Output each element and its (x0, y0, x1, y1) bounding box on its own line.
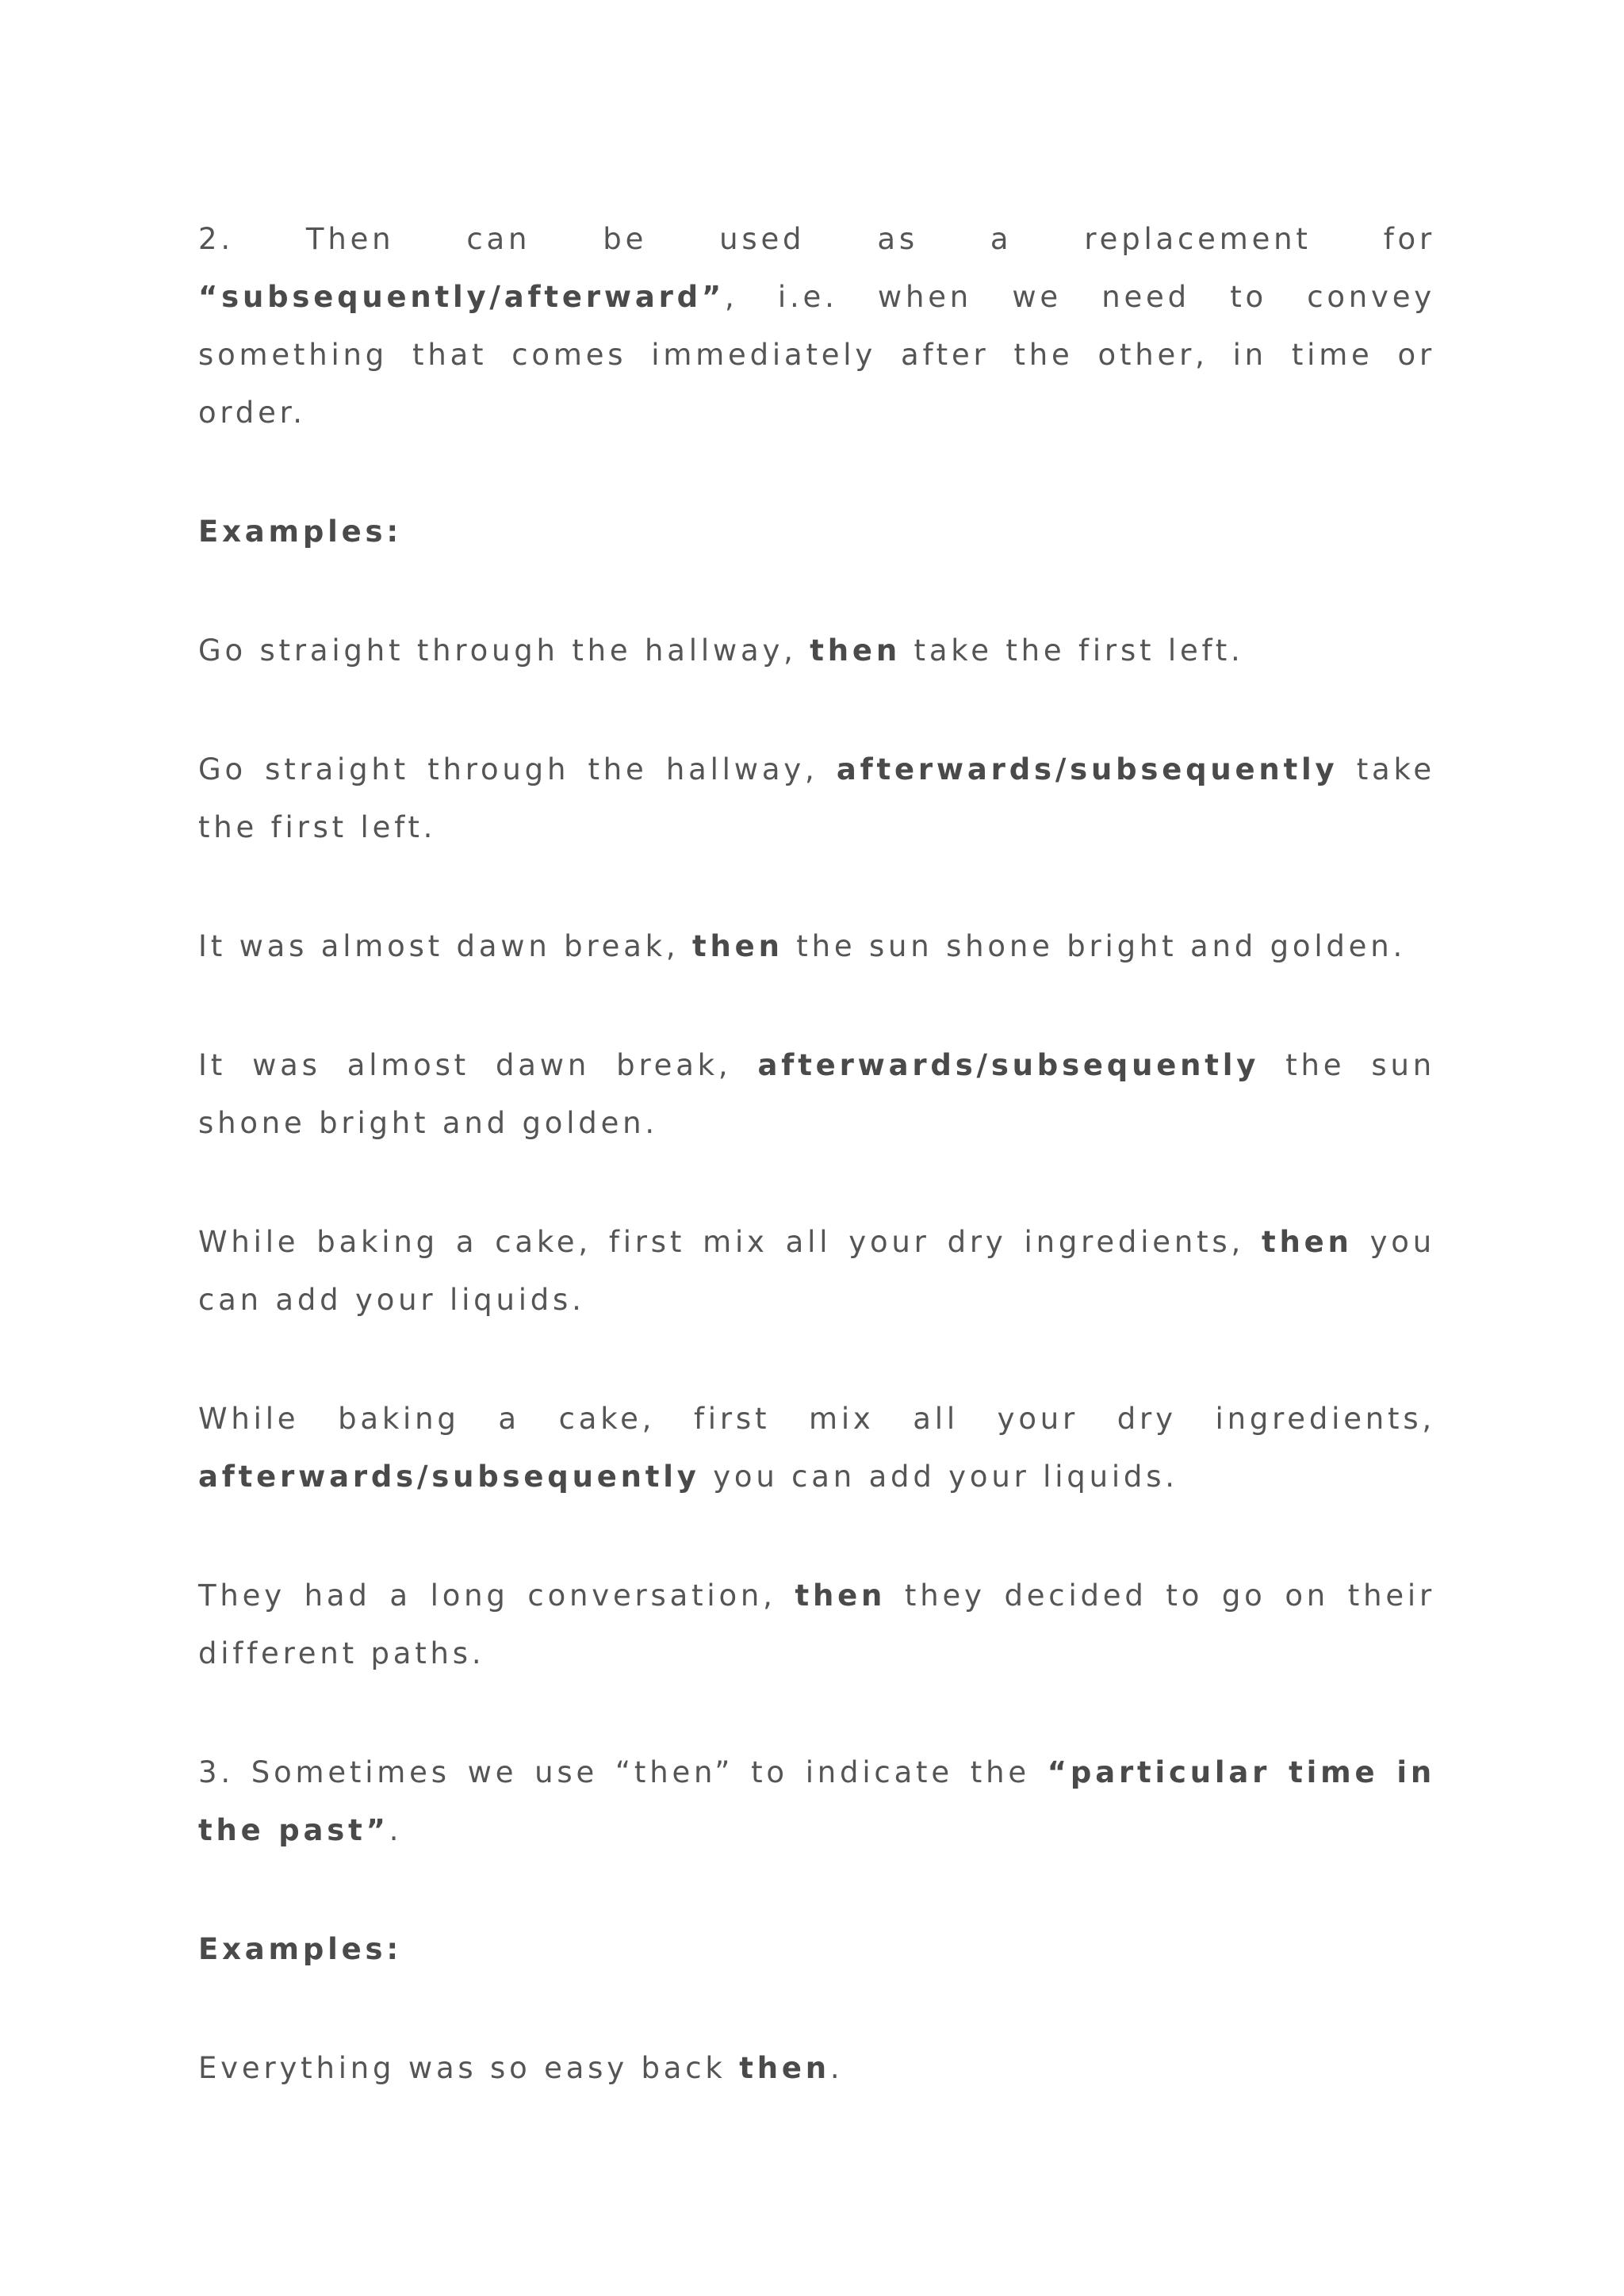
example-text: you can add your liquids. (699, 1460, 1178, 1494)
example-sentence (198, 1390, 1435, 1506)
example-text: you can add your liquids. (198, 1225, 1435, 1317)
example-text: they decided to go on their different paths. (198, 1578, 1436, 1670)
example-text: Go straight through the hallway, (198, 633, 810, 668)
example-sentence (198, 740, 1435, 856)
intro-bold-term: “subsequently/afterward” (198, 280, 726, 314)
example-text: It was almost dawn break, (198, 929, 693, 963)
example-bold-term: then (1261, 1225, 1353, 1259)
section-2-intro (198, 210, 1435, 442)
intro-bold-term: “particular time in the past” (198, 1755, 1435, 1847)
example-text: Everything was so easy back (198, 2051, 740, 2085)
examples-heading: Examples: (198, 515, 402, 549)
example-sentence (198, 2039, 1435, 2097)
example-text: . (829, 2051, 844, 2085)
example-text: take the first left. (198, 752, 1435, 844)
intro-text: . (389, 1813, 403, 1847)
example-bold-term: afterwards/subsequently (757, 1048, 1260, 1082)
example-text: It was almost dawn break, (198, 1048, 758, 1082)
intro-text: , i.e. when we need to convey something that comes immediately after the other, in time or order. (198, 280, 1435, 430)
example-bold-term: afterwards/subsequently (198, 1460, 700, 1494)
example-bold-term: then (739, 2051, 830, 2085)
example-bold-term: then (692, 929, 783, 963)
example-text: the sun shone bright and golden. (783, 929, 1407, 963)
example-text: take the first left. (900, 633, 1244, 668)
example-text: the sun shone bright and golden. (198, 1048, 1435, 1140)
examples-heading: Examples: (198, 1932, 402, 1966)
document-page (198, 210, 1435, 2097)
example-text: While baking a cake, first mix all your dry ingredients, (198, 1225, 1262, 1259)
example-bold-term: then (810, 633, 901, 668)
section-3-intro (198, 1743, 1435, 1859)
example-sentence (198, 622, 1435, 679)
example-text: While baking a cake, first mix all your dry ingredients, (198, 1402, 1435, 1436)
example-sentence (198, 917, 1435, 975)
intro-text: 3. Sometimes we use “then” to indicate the (198, 1755, 1048, 1789)
example-bold-term: afterwards/subsequently (836, 752, 1339, 786)
example-sentence (198, 1213, 1435, 1329)
intro-text: 2. Then can be used as a replacement for (198, 222, 1435, 256)
example-bold-term: then (795, 1578, 887, 1613)
example-text: Go straight through the hallway, (198, 752, 837, 786)
example-sentence (198, 1567, 1435, 1682)
example-sentence (198, 1036, 1435, 1152)
example-text: They had a long conversation, (198, 1578, 795, 1613)
